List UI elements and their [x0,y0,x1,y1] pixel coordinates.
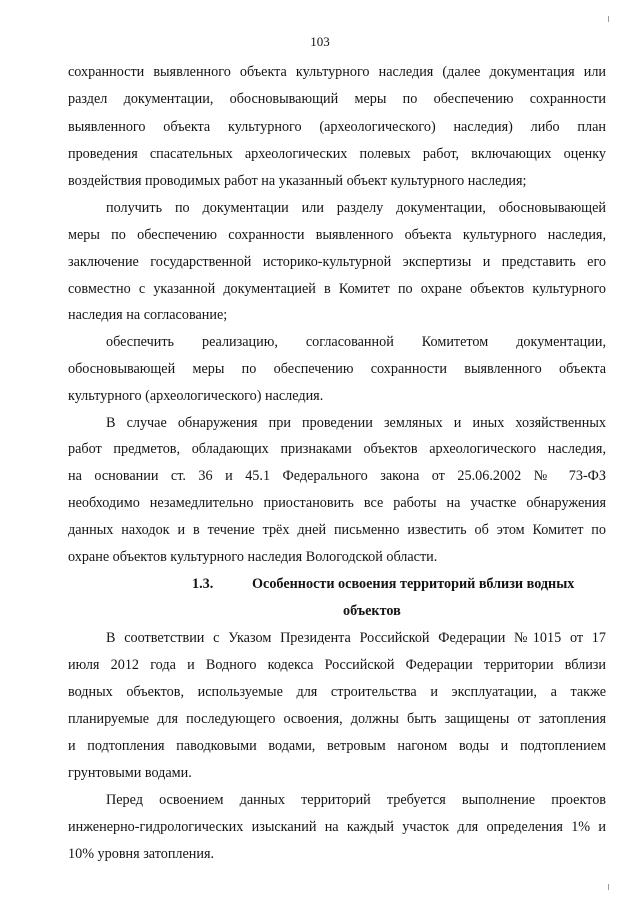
paragraph-line: грунтовыми водами. [68,765,192,781]
paragraph-line: Перед освоением данных территорий требуется выполнение проектов [106,792,606,808]
paragraph-line: совместно с указанной документацией в Комитет по охране объектов культурного [68,281,606,297]
paragraph-line: водных объектов, используемые для строительства и эксплуатации, а также [68,684,606,700]
paragraph-line: и подтопления паводковыми водами, ветровым нагоном воды и подтоплением [68,738,606,754]
page-number: 103 [310,34,330,49]
paragraph-line: обеспечить реализацию, согласованной Комитетом документации, [106,334,606,350]
paragraph-line: В случае обнаружения при проведении земляных и иных хозяйственных [106,415,606,431]
paragraph-line: работ предметов, обладающих признаками объектов археологического наследия, [68,441,606,457]
paragraph-line: планируемые для последующего освоения, должны быть защищены от затопления [68,711,606,727]
paragraph-line: заключение государственной историко-культурной экспертизы и представить его [68,254,606,270]
scan-mark [608,16,609,22]
paragraph-line: необходимо незамедлительно приостановить все работы на участке обнаружения [68,495,606,511]
paragraph-line: проведения спасательных археологических полевых работ, включающих оценку [68,146,606,162]
paragraph-line: В соответствии с Указом Президента Российской Федерации №1015 от 17 [106,630,606,646]
section-title-continued: объектов [343,603,401,619]
paragraph-line: выявленного объекта культурного (археологического) наследия) либо план [68,119,606,135]
paragraph-line: июля 2012 года и Водного кодекса Российской Федерации территории вблизи [68,657,606,673]
section-number: 1.3. [192,576,214,592]
paragraph-line: на основании ст. 36 и 45.1 Федерального закона от 25.06.2002 № 73-ФЗ [68,468,606,484]
paragraph-line: наследия на согласование; [68,307,228,323]
scan-mark [608,884,609,890]
section-title: Особенности освоения территорий вблизи водных [252,576,575,592]
paragraph-line: получить по документации или разделу документации, обосновывающей [106,200,606,216]
paragraph-line: воздействия проводимых работ на указанный объект культурного наследия; [68,173,527,189]
paragraph-line: 10% уровня затопления. [68,846,215,862]
paragraph-line: культурного (археологического) наследия. [68,388,324,404]
paragraph-line: раздел документации, обосновывающий меры по обеспечению сохранности [68,91,606,107]
paragraph-line: инженерно-гидрологических изысканий на каждый участок для определения 1% и [68,819,606,835]
paragraph-line: сохранности выявленного объекта культурного наследия (далее документация или [68,64,606,80]
paragraph-line: меры по обеспечению сохранности выявленного объекта культурного наследия, [68,227,606,243]
paragraph-line: обосновывающей меры по обеспечению сохранности выявленного объекта [68,361,606,377]
paragraph-line: данных находок и в течение трёх дней письменно известить об этом Комитет по [68,522,606,538]
paragraph-line: охране объектов культурного наследия Вологодской области. [68,549,438,565]
